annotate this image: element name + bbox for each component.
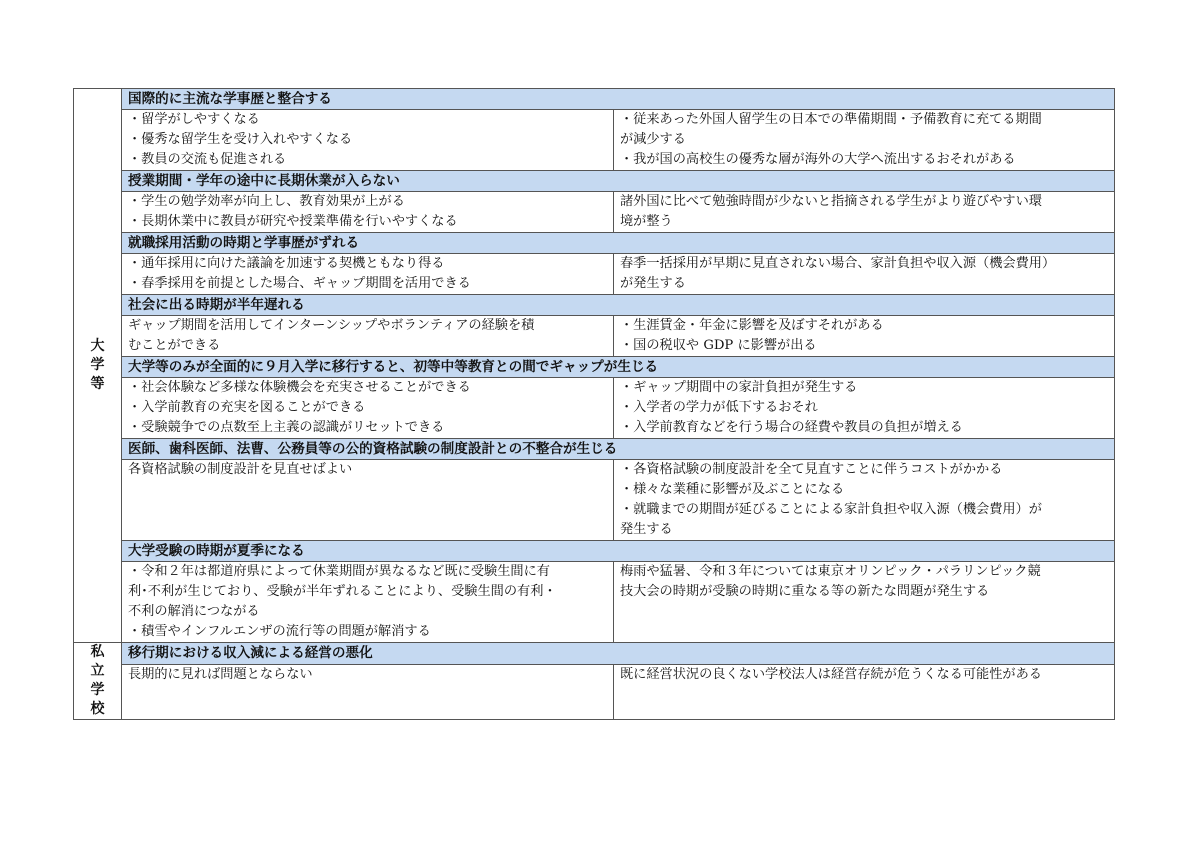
merit-line: ・教員の交流も促進される xyxy=(128,152,287,167)
section-header-row xyxy=(74,89,1115,110)
merit-line: ・入学前教育の充実を図ることができる xyxy=(128,400,366,415)
section-title: 就職採用活動の時期と学事歴がずれる xyxy=(122,233,1115,254)
demerit-line: 諸外国に比べて勉強時間が少ないと指摘される学生がより遊びやすい環 xyxy=(620,194,1042,209)
merit-line: ・優秀な留学生を受け入れやすくなる xyxy=(128,132,353,147)
section-header-row xyxy=(74,541,1115,562)
comparison-table xyxy=(73,88,1115,720)
merit-line: ギャップ期間を活用してインターンシップやボランティアの経験を積 xyxy=(128,318,535,333)
merit-cell xyxy=(122,664,614,719)
demerit-line: ・国の税収や GDP に影響が出る xyxy=(620,338,817,353)
demerit-line: が発生する xyxy=(620,276,686,291)
category-cell xyxy=(74,643,122,720)
demerit-line: ・就職までの期間が延びることによる家計負担や収入源（機会費用）が xyxy=(620,502,1042,517)
demerit-line: 春季一括採用が早期に見直されない場合、家計負担や収入源（機会費用） xyxy=(620,256,1056,271)
merit-line: むことができる xyxy=(128,338,221,353)
section-content-row xyxy=(74,192,1115,233)
section-title: 授業期間・学年の途中に長期休業が入らない xyxy=(122,171,1115,192)
section-header-row xyxy=(74,295,1115,316)
section-title: 国際的に主流な学事歴と整合する xyxy=(122,89,1115,110)
demerit-cell xyxy=(614,110,1115,171)
demerit-line: 既に経営状況の良くない学校法人は経営存続が危うくなる可能性がある xyxy=(620,666,1042,682)
section-content-row xyxy=(74,254,1115,295)
demerit-line: 発生する xyxy=(620,522,673,537)
demerit-line: 境が整う xyxy=(620,214,673,229)
demerit-cell xyxy=(614,664,1115,719)
demerit-cell xyxy=(614,254,1115,295)
section-content-row xyxy=(74,316,1115,357)
demerit-cell xyxy=(614,316,1115,357)
demerit-line: ・様々な業種に影響が及ぶことになる xyxy=(620,482,845,497)
section-title: 大学受験の時期が夏季になる xyxy=(122,541,1115,562)
merit-line: ・令和２年は都道府県によって休業期間が異なるなど既に受験生間に有 xyxy=(128,564,550,579)
demerit-line: ・我が国の高校生の優秀な層が海外の大学へ流出するおそれがある xyxy=(620,152,1016,167)
merit-line: ・学生の勉学効率が向上し、教育効果が上がる xyxy=(128,194,405,209)
demerit-cell xyxy=(614,378,1115,439)
merit-cell xyxy=(122,460,614,541)
merit-cell xyxy=(122,110,614,171)
section-content-row xyxy=(74,110,1115,171)
section-header-row xyxy=(74,439,1115,460)
demerit-line: ・従来あった外国人留学生の日本での準備期間・予備教育に充てる期間 xyxy=(620,112,1042,127)
demerit-line: 梅雨や猛暑、令和３年については東京オリンピック・パラリンピック競 xyxy=(620,564,1041,579)
category-label: 私立学校 xyxy=(90,644,105,717)
section-title: 移行期における収入減による経営の悪化 xyxy=(122,643,1115,665)
demerit-line: ・生涯賃金・年金に影響を及ぼすそれがある xyxy=(620,318,884,333)
section-header-row xyxy=(74,357,1115,378)
demerit-line: 技大会の時期が受験の時期に重なる等の新たな問題が発生する xyxy=(620,584,990,599)
merit-cell xyxy=(122,378,614,439)
demerit-line: ・ギャップ期間中の家計負担が発生する xyxy=(620,380,858,395)
section-content-row xyxy=(74,378,1115,439)
demerit-cell xyxy=(614,460,1115,541)
merit-cell xyxy=(122,316,614,357)
merit-line: ・積雪やインフルエンザの流行等の問題が解消する xyxy=(128,624,431,639)
demerit-line: ・入学前教育などを行う場合の経費や教員の負担が増える xyxy=(620,420,963,435)
merit-line: ・社会体験など多様な体験機会を充実させることができる xyxy=(128,380,471,395)
section-header-row xyxy=(74,643,1115,665)
section-title: 医師、歯科医師、法曹、公務員等の公的資格試験の制度設計との不整合が生じる xyxy=(122,439,1115,460)
section-header-row xyxy=(74,233,1115,254)
merit-line: ・長期休業中に教員が研究や授業準備を行いやすくなる xyxy=(128,214,458,229)
merit-line: ・春季採用を前提とした場合、ギャップ期間を活用できる xyxy=(128,276,471,291)
category-cell xyxy=(74,89,122,643)
demerit-line: が減少する xyxy=(620,132,686,147)
demerit-line: ・各資格試験の制度設計を全て見直すことに伴うコストがかかる xyxy=(620,462,1003,477)
merit-line: 長期的に見れば問題とならない xyxy=(128,666,313,682)
merit-line: 利･不利が生じており、受験が半年ずれることにより、受験生間の有利・ xyxy=(128,584,557,599)
demerit-cell xyxy=(614,562,1115,643)
merit-cell xyxy=(122,562,614,643)
merit-cell xyxy=(122,192,614,233)
demerit-cell xyxy=(614,192,1115,233)
merit-cell xyxy=(122,254,614,295)
merit-line: ・通年採用に向けた議論を加速する契機ともなり得る xyxy=(128,256,445,271)
section-title: 大学等のみが全面的に９月入学に移行すると、初等中等教育との間でギャップが生じる xyxy=(122,357,1115,378)
section-title: 社会に出る時期が半年遅れる xyxy=(122,295,1115,316)
merit-line: ・留学がしやすくなる xyxy=(128,112,260,127)
merit-line: 各資格試験の制度設計を見直せばよい xyxy=(128,462,353,477)
section-content-row xyxy=(74,460,1115,541)
demerit-line: ・入学者の学力が低下するおそれ xyxy=(620,400,818,415)
merit-line: ・受験競争での点数至上主義の認識がリセットできる xyxy=(128,420,445,435)
merit-line: 不利の解消につながる xyxy=(128,604,260,619)
section-content-row xyxy=(74,562,1115,643)
section-content-row xyxy=(74,664,1115,719)
category-label: 大学等 xyxy=(90,338,105,392)
section-header-row xyxy=(74,171,1115,192)
